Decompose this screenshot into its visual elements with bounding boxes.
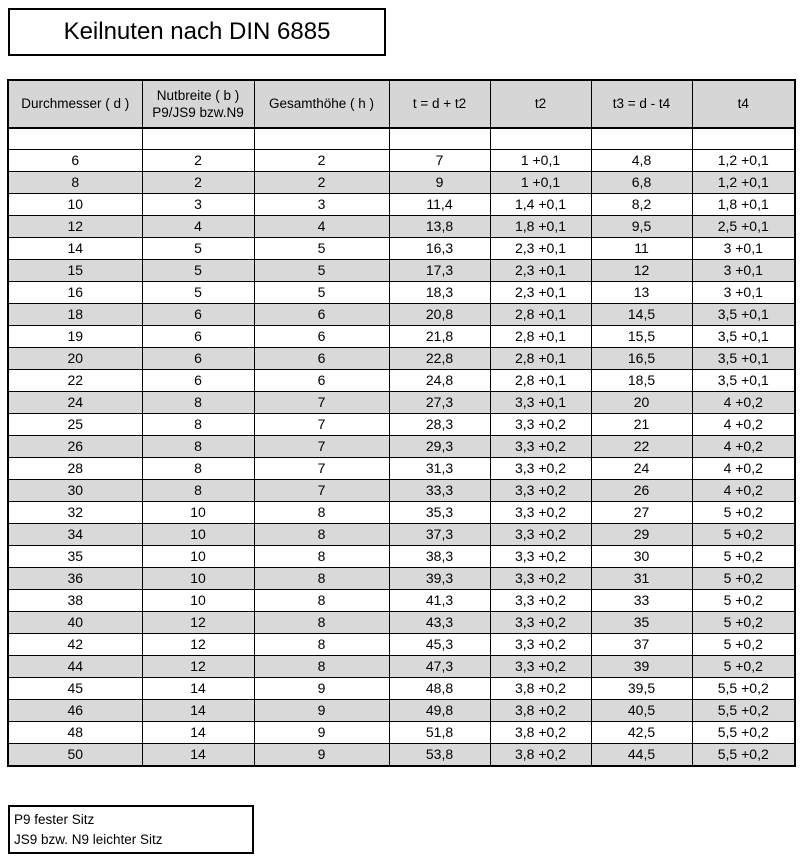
header-groove-width	[142, 80, 254, 128]
groove-width-cell: 14	[142, 678, 254, 700]
diameter-cell: 35	[8, 546, 142, 568]
t3-cell: 6,8	[591, 172, 692, 194]
t2-cell: 3,3 +0,2	[490, 436, 591, 458]
t3-cell: 12	[591, 260, 692, 282]
table-row	[8, 238, 795, 260]
groove-width-cell: 12	[142, 612, 254, 634]
t2-cell: 2,8 +0,1	[490, 348, 591, 370]
note-p9: P9 fester Sitz	[14, 812, 95, 827]
height-cell: 8	[254, 546, 389, 568]
t2-cell: 2,3 +0,1	[490, 282, 591, 304]
t2-cell: 1 +0,1	[490, 172, 591, 194]
height-cell: 8	[254, 656, 389, 678]
table-row	[8, 370, 795, 392]
table-row	[8, 524, 795, 546]
table-row	[8, 568, 795, 590]
header-groove-width-line1: Nutbreite ( b )	[156, 88, 240, 103]
height-cell: 9	[254, 700, 389, 722]
t4-cell: 4 +0,2	[692, 436, 795, 458]
t2-cell: 3,3 +0,2	[490, 634, 591, 656]
groove-width-cell: 6	[142, 326, 254, 348]
table-row	[8, 216, 795, 238]
diameter-cell: 25	[8, 414, 142, 436]
t3-cell: 39,5	[591, 678, 692, 700]
table-row	[8, 480, 795, 502]
t4-cell: 1,2 +0,1	[692, 150, 795, 172]
height-cell: 6	[254, 348, 389, 370]
diameter-cell: 32	[8, 502, 142, 524]
table-row	[8, 546, 795, 568]
diameter-cell: 19	[8, 326, 142, 348]
t-cell: 31,3	[389, 458, 490, 480]
table-row	[8, 590, 795, 612]
diameter-cell: 44	[8, 656, 142, 678]
height-cell: 7	[254, 436, 389, 458]
t3-cell: 15,5	[591, 326, 692, 348]
t4-cell: 3,5 +0,1	[692, 304, 795, 326]
diameter-cell: 38	[8, 590, 142, 612]
header-t2: t2	[490, 80, 591, 128]
table-row	[8, 502, 795, 524]
keyway-table	[7, 79, 796, 767]
header-diameter: Durchmesser ( d )	[8, 80, 142, 128]
diameter-cell: 34	[8, 524, 142, 546]
diameter-cell: 12	[8, 216, 142, 238]
groove-width-cell: 12	[142, 656, 254, 678]
groove-width-cell: 14	[142, 722, 254, 744]
t-cell: 9	[389, 172, 490, 194]
table-header-row	[8, 80, 795, 128]
groove-width-cell: 5	[142, 282, 254, 304]
height-cell: 9	[254, 744, 389, 767]
t-cell: 51,8	[389, 722, 490, 744]
t3-cell: 35	[591, 612, 692, 634]
t-cell: 28,3	[389, 414, 490, 436]
height-cell: 9	[254, 722, 389, 744]
diameter-cell: 26	[8, 436, 142, 458]
t4-cell: 1,8 +0,1	[692, 194, 795, 216]
t-cell: 45,3	[389, 634, 490, 656]
diameter-cell: 48	[8, 722, 142, 744]
t4-cell: 5,5 +0,2	[692, 744, 795, 767]
t4-cell: 4 +0,2	[692, 392, 795, 414]
groove-width-cell: 5	[142, 238, 254, 260]
t2-cell: 1,8 +0,1	[490, 216, 591, 238]
groove-width-cell: 10	[142, 502, 254, 524]
groove-width-cell: 14	[142, 744, 254, 767]
diameter-cell: 42	[8, 634, 142, 656]
t3-cell: 8,2	[591, 194, 692, 216]
t-cell: 49,8	[389, 700, 490, 722]
groove-width-cell: 8	[142, 436, 254, 458]
groove-width-cell: 8	[142, 458, 254, 480]
diameter-cell: 46	[8, 700, 142, 722]
t-cell: 33,3	[389, 480, 490, 502]
t4-cell: 1,2 +0,1	[692, 172, 795, 194]
fit-notes	[8, 805, 254, 854]
height-cell: 7	[254, 480, 389, 502]
table-row	[8, 194, 795, 216]
t4-cell: 5 +0,2	[692, 612, 795, 634]
t2-cell: 3,8 +0,2	[490, 700, 591, 722]
groove-width-cell: 8	[142, 414, 254, 436]
table-row	[8, 744, 795, 767]
t3-cell: 9,5	[591, 216, 692, 238]
t3-cell: 27	[591, 502, 692, 524]
t3-cell: 33	[591, 590, 692, 612]
height-cell: 4	[254, 216, 389, 238]
t-cell: 41,3	[389, 590, 490, 612]
t-cell: 39,3	[389, 568, 490, 590]
t2-cell: 3,8 +0,2	[490, 678, 591, 700]
height-cell: 5	[254, 260, 389, 282]
height-cell: 8	[254, 524, 389, 546]
table-row	[8, 326, 795, 348]
t-cell: 24,8	[389, 370, 490, 392]
diameter-cell: 8	[8, 172, 142, 194]
t-cell: 13,8	[389, 216, 490, 238]
t4-cell: 3 +0,1	[692, 282, 795, 304]
t3-cell: 20	[591, 392, 692, 414]
t4-cell: 5 +0,2	[692, 568, 795, 590]
groove-width-cell: 10	[142, 524, 254, 546]
t-cell: 17,3	[389, 260, 490, 282]
diameter-cell: 40	[8, 612, 142, 634]
t3-cell: 30	[591, 546, 692, 568]
t4-cell: 5 +0,2	[692, 634, 795, 656]
t-cell: 7	[389, 150, 490, 172]
t-cell: 38,3	[389, 546, 490, 568]
t3-cell: 21	[591, 414, 692, 436]
t2-cell: 1 +0,1	[490, 150, 591, 172]
t-cell: 18,3	[389, 282, 490, 304]
t2-cell: 2,8 +0,1	[490, 304, 591, 326]
height-cell: 7	[254, 414, 389, 436]
t2-cell: 3,3 +0,2	[490, 502, 591, 524]
t4-cell: 5,5 +0,2	[692, 678, 795, 700]
t3-cell: 18,5	[591, 370, 692, 392]
table-row	[8, 150, 795, 172]
t2-cell: 2,3 +0,1	[490, 260, 591, 282]
t2-cell: 2,8 +0,1	[490, 326, 591, 348]
table-row	[8, 172, 795, 194]
t-cell: 47,3	[389, 656, 490, 678]
diameter-cell: 14	[8, 238, 142, 260]
t3-cell: 40,5	[591, 700, 692, 722]
height-cell: 3	[254, 194, 389, 216]
t4-cell: 4 +0,2	[692, 480, 795, 502]
groove-width-cell: 6	[142, 304, 254, 326]
table-row	[8, 678, 795, 700]
groove-width-cell: 4	[142, 216, 254, 238]
height-cell: 6	[254, 370, 389, 392]
groove-width-cell: 3	[142, 194, 254, 216]
t4-cell: 5 +0,2	[692, 502, 795, 524]
diameter-cell: 30	[8, 480, 142, 502]
groove-width-cell: 8	[142, 480, 254, 502]
height-cell: 6	[254, 304, 389, 326]
table-row	[8, 722, 795, 744]
t3-cell: 29	[591, 524, 692, 546]
t4-cell: 2,5 +0,1	[692, 216, 795, 238]
table-row	[8, 392, 795, 414]
t-cell: 48,8	[389, 678, 490, 700]
groove-width-cell: 8	[142, 392, 254, 414]
height-cell: 9	[254, 678, 389, 700]
t3-cell: 11	[591, 238, 692, 260]
t4-cell: 3,5 +0,1	[692, 348, 795, 370]
t-cell: 22,8	[389, 348, 490, 370]
page-title: Keilnuten nach DIN 6885	[8, 8, 386, 56]
diameter-cell: 16	[8, 282, 142, 304]
t4-cell: 5,5 +0,2	[692, 722, 795, 744]
t3-cell: 37	[591, 634, 692, 656]
t3-cell: 31	[591, 568, 692, 590]
diameter-cell: 18	[8, 304, 142, 326]
t-cell: 21,8	[389, 326, 490, 348]
height-cell: 5	[254, 238, 389, 260]
t4-cell: 3 +0,1	[692, 260, 795, 282]
groove-width-cell: 5	[142, 260, 254, 282]
height-cell: 8	[254, 634, 389, 656]
t4-cell: 5 +0,2	[692, 524, 795, 546]
note-js9-n9: JS9 bzw. N9 leichter Sitz	[14, 832, 163, 847]
t-cell: 37,3	[389, 524, 490, 546]
t3-cell: 22	[591, 436, 692, 458]
table-row	[8, 700, 795, 722]
t2-cell: 3,3 +0,2	[490, 568, 591, 590]
height-cell: 7	[254, 392, 389, 414]
groove-width-cell: 14	[142, 700, 254, 722]
t2-cell: 3,3 +0,2	[490, 590, 591, 612]
t3-cell: 42,5	[591, 722, 692, 744]
t-cell: 35,3	[389, 502, 490, 524]
header-t4: t4	[692, 80, 795, 128]
table-row	[8, 414, 795, 436]
table-row	[8, 282, 795, 304]
groove-width-cell: 6	[142, 348, 254, 370]
t2-cell: 2,3 +0,1	[490, 238, 591, 260]
height-cell: 5	[254, 282, 389, 304]
height-cell: 2	[254, 172, 389, 194]
t3-cell: 13	[591, 282, 692, 304]
t2-cell: 2,8 +0,1	[490, 370, 591, 392]
t-cell: 43,3	[389, 612, 490, 634]
t2-cell: 1,4 +0,1	[490, 194, 591, 216]
t4-cell: 5,5 +0,2	[692, 700, 795, 722]
t2-cell: 3,3 +0,2	[490, 458, 591, 480]
header-total-height: Gesamthöhe ( h )	[254, 80, 389, 128]
t4-cell: 4 +0,2	[692, 414, 795, 436]
t-cell: 11,4	[389, 194, 490, 216]
t4-cell: 5 +0,2	[692, 546, 795, 568]
table-row	[8, 304, 795, 326]
height-cell: 8	[254, 502, 389, 524]
groove-width-cell: 2	[142, 172, 254, 194]
table-row	[8, 458, 795, 480]
t2-cell: 3,3 +0,2	[490, 546, 591, 568]
groove-width-cell: 10	[142, 546, 254, 568]
height-cell: 7	[254, 458, 389, 480]
t3-cell: 4,8	[591, 150, 692, 172]
t2-cell: 3,8 +0,2	[490, 744, 591, 767]
t-cell: 29,3	[389, 436, 490, 458]
table-row	[8, 348, 795, 370]
spacer-row	[8, 128, 795, 150]
t2-cell: 3,8 +0,2	[490, 722, 591, 744]
diameter-cell: 6	[8, 150, 142, 172]
header-t: t = d + t2	[389, 80, 490, 128]
t2-cell: 3,3 +0,2	[490, 414, 591, 436]
height-cell: 8	[254, 590, 389, 612]
t3-cell: 39	[591, 656, 692, 678]
height-cell: 2	[254, 150, 389, 172]
t4-cell: 5 +0,2	[692, 656, 795, 678]
t-cell: 27,3	[389, 392, 490, 414]
t-cell: 53,8	[389, 744, 490, 767]
header-groove-width-line2: P9/JS9 bzw.N9	[152, 105, 244, 120]
diameter-cell: 15	[8, 260, 142, 282]
diameter-cell: 10	[8, 194, 142, 216]
t4-cell: 3,5 +0,1	[692, 370, 795, 392]
groove-width-cell: 12	[142, 634, 254, 656]
t3-cell: 14,5	[591, 304, 692, 326]
t4-cell: 5 +0,2	[692, 590, 795, 612]
t2-cell: 3,3 +0,1	[490, 392, 591, 414]
diameter-cell: 28	[8, 458, 142, 480]
header-t3: t3 = d - t4	[591, 80, 692, 128]
groove-width-cell: 2	[142, 150, 254, 172]
height-cell: 6	[254, 326, 389, 348]
t4-cell: 4 +0,2	[692, 458, 795, 480]
groove-width-cell: 10	[142, 568, 254, 590]
diameter-cell: 20	[8, 348, 142, 370]
table-body	[8, 128, 795, 766]
diameter-cell: 22	[8, 370, 142, 392]
height-cell: 8	[254, 568, 389, 590]
groove-width-cell: 6	[142, 370, 254, 392]
t2-cell: 3,3 +0,2	[490, 524, 591, 546]
t2-cell: 3,3 +0,2	[490, 656, 591, 678]
height-cell: 8	[254, 612, 389, 634]
t3-cell: 44,5	[591, 744, 692, 767]
t-cell: 20,8	[389, 304, 490, 326]
table-row	[8, 656, 795, 678]
t3-cell: 24	[591, 458, 692, 480]
t-cell: 16,3	[389, 238, 490, 260]
table-row	[8, 634, 795, 656]
t3-cell: 16,5	[591, 348, 692, 370]
diameter-cell: 45	[8, 678, 142, 700]
diameter-cell: 24	[8, 392, 142, 414]
table-row	[8, 436, 795, 458]
diameter-cell: 36	[8, 568, 142, 590]
t2-cell: 3,3 +0,2	[490, 480, 591, 502]
table-row	[8, 612, 795, 634]
t4-cell: 3,5 +0,1	[692, 326, 795, 348]
groove-width-cell: 10	[142, 590, 254, 612]
t2-cell: 3,3 +0,2	[490, 612, 591, 634]
diameter-cell: 50	[8, 744, 142, 767]
table-row	[8, 260, 795, 282]
t4-cell: 3 +0,1	[692, 238, 795, 260]
t3-cell: 26	[591, 480, 692, 502]
